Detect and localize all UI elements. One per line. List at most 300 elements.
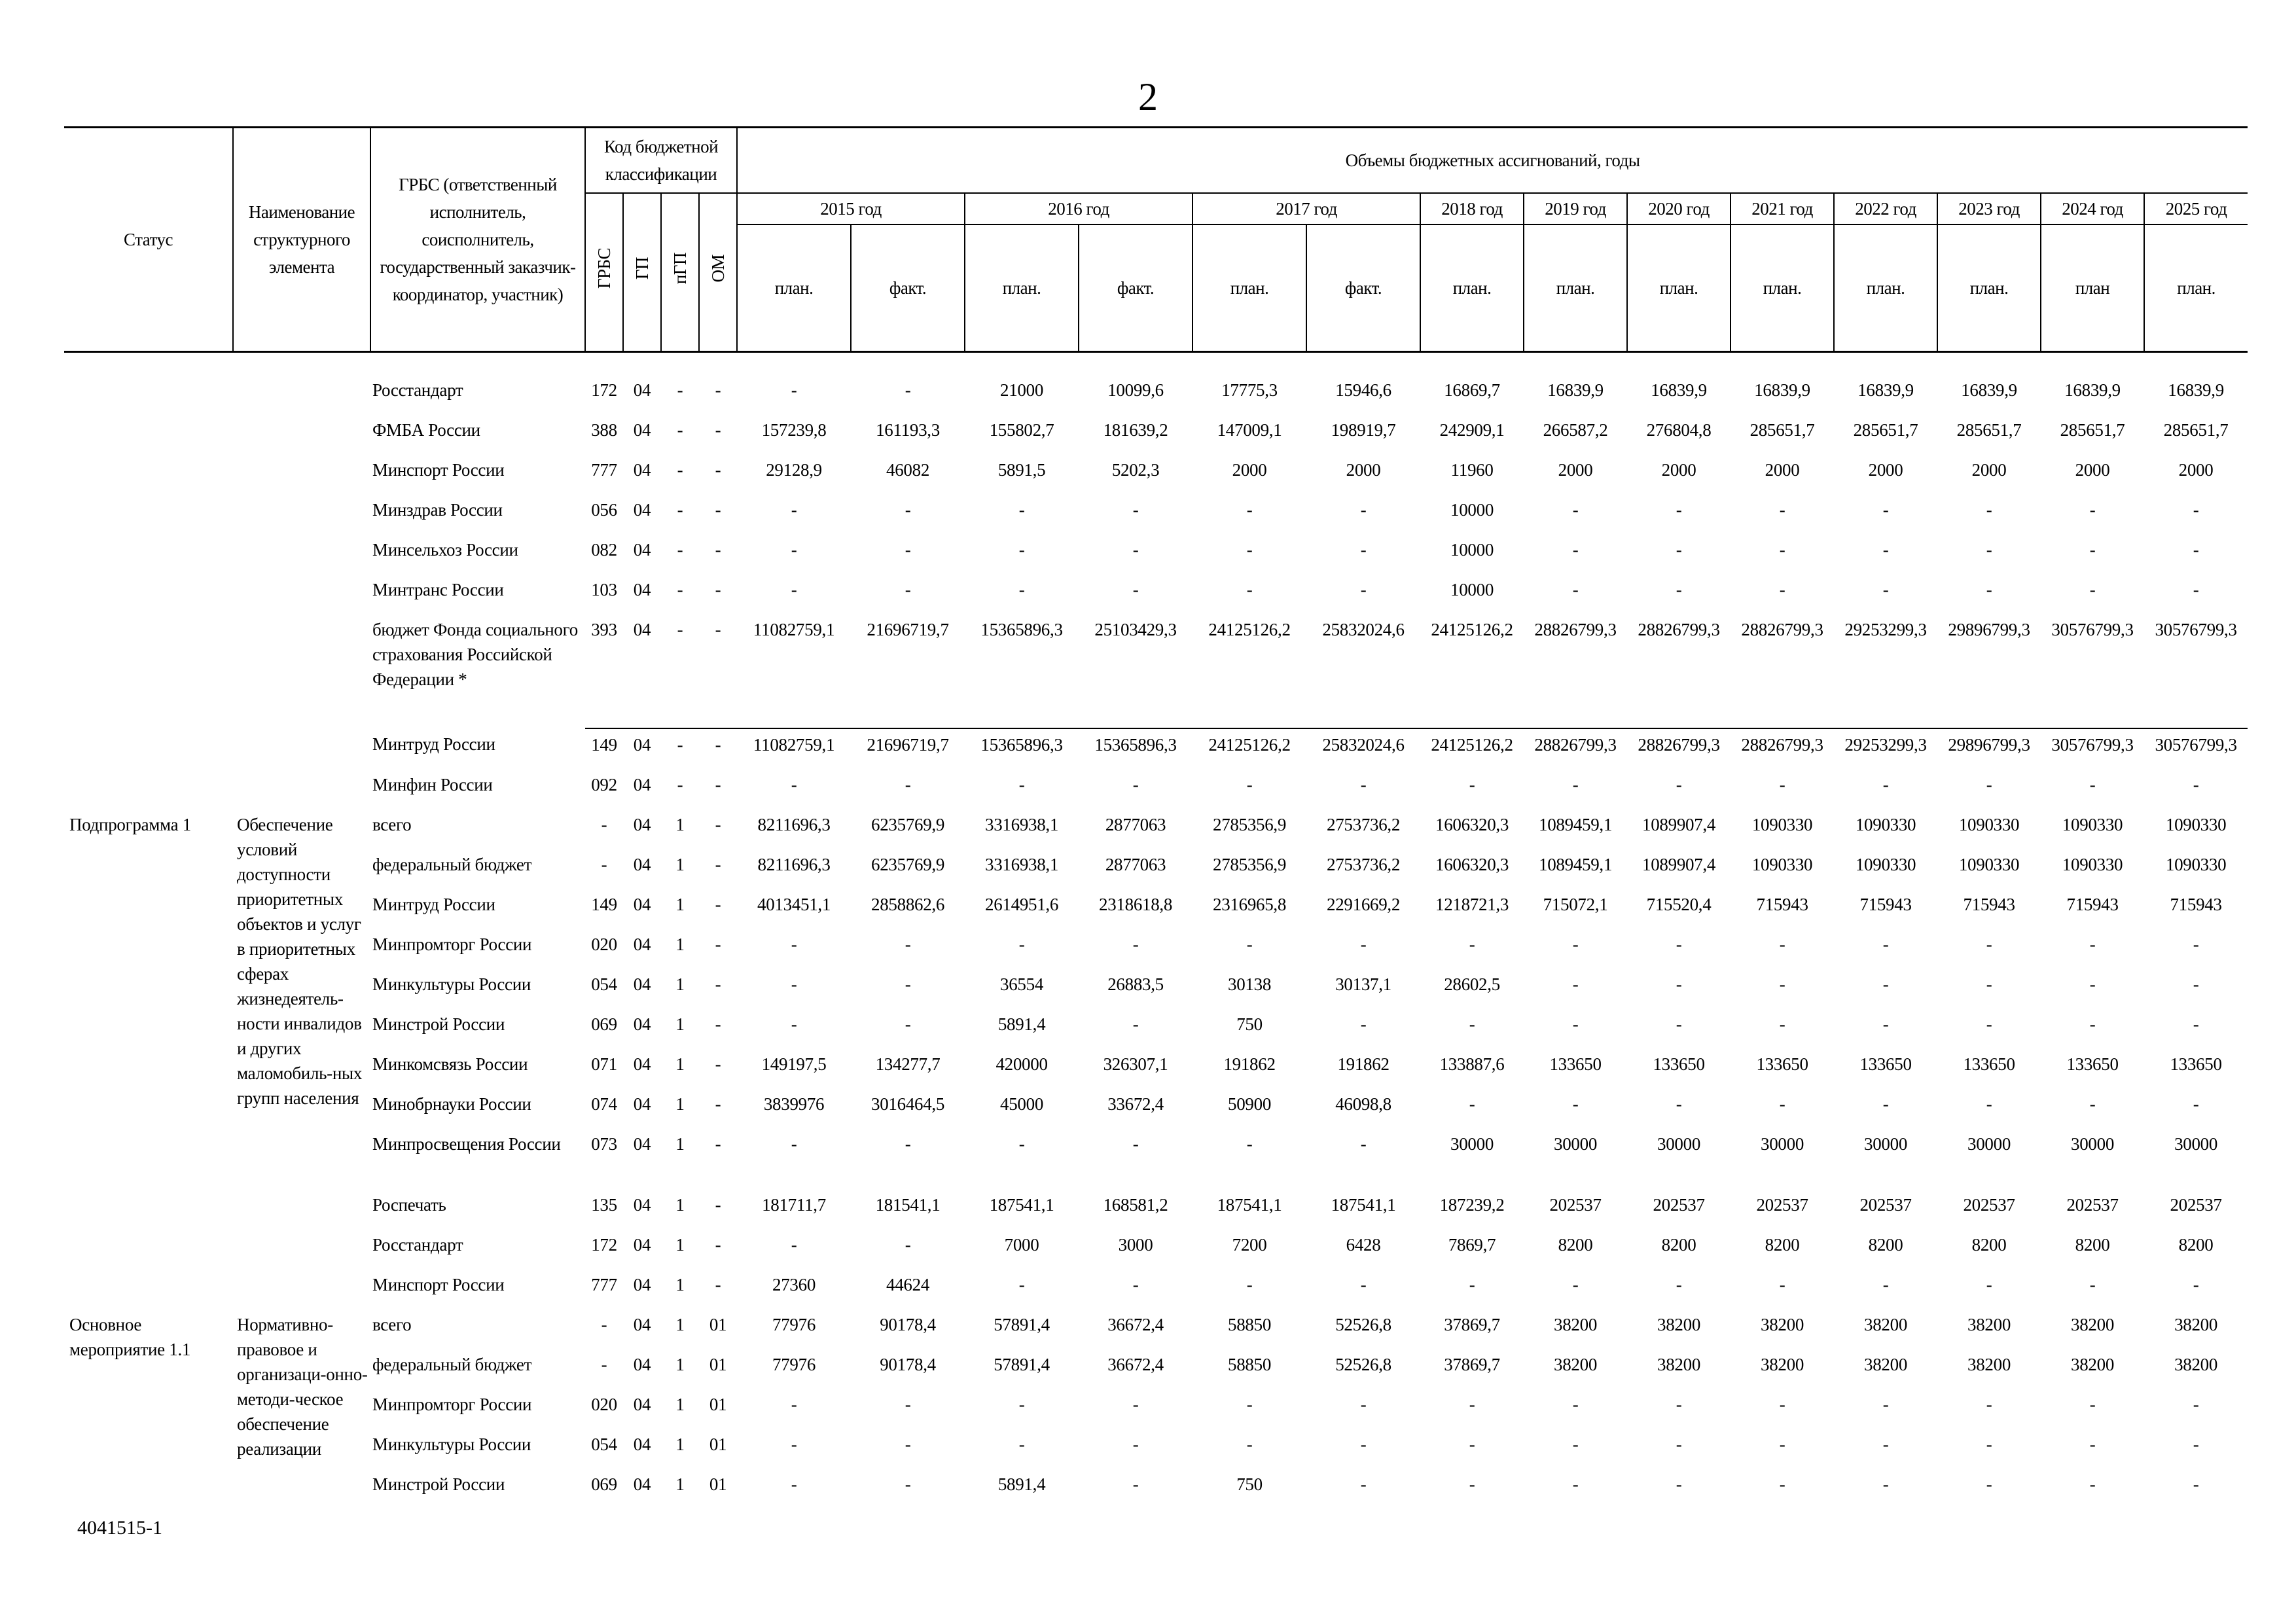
value-cell: - bbox=[1779, 775, 1785, 794]
code-om: - bbox=[715, 1014, 721, 1034]
value-cell: - bbox=[2193, 1014, 2199, 1034]
value-cell: 3316938,1 bbox=[985, 815, 1059, 834]
value-cell: 30000 bbox=[1657, 1134, 1701, 1154]
value-cell: - bbox=[2089, 974, 2096, 994]
code-gp: 04 bbox=[633, 500, 651, 520]
value-cell: - bbox=[1986, 1014, 1992, 1034]
value-cell: 2753736,2 bbox=[1327, 855, 1401, 874]
value-cell: 38200 bbox=[1761, 1355, 1804, 1374]
value-cell: 6428 bbox=[1346, 1235, 1381, 1255]
value-cell: 30576799,3 bbox=[2041, 614, 2144, 728]
value-cell: 38200 bbox=[1657, 1315, 1701, 1334]
table-row bbox=[64, 1469, 2248, 1508]
table-row bbox=[64, 1429, 2248, 1469]
grbs-name: Росстандарт bbox=[372, 1235, 463, 1255]
value-cell: 38200 bbox=[1657, 1355, 1701, 1374]
value-cell: 16839,9 bbox=[2168, 380, 2224, 400]
value-cell: - bbox=[2193, 974, 2199, 994]
code-grbs: - bbox=[601, 1315, 607, 1334]
code-grbs: - bbox=[601, 1355, 607, 1374]
value-cell: - bbox=[1132, 1395, 1139, 1414]
value-cell: 1606320,3 bbox=[1435, 855, 1509, 874]
table-row bbox=[64, 614, 2248, 728]
grbs-name: Минтруд России bbox=[372, 895, 495, 914]
header-plan: план. bbox=[1834, 224, 1937, 352]
code-grbs: 777 bbox=[591, 460, 617, 480]
header-plan: план. bbox=[737, 224, 851, 352]
value-cell: - bbox=[1779, 1474, 1785, 1494]
value-cell: - bbox=[1572, 974, 1579, 994]
grbs-name: бюджет Фонда социального страхования Российской Федерации * bbox=[372, 620, 578, 689]
value-cell: 38200 bbox=[1967, 1315, 2011, 1334]
code-om: - bbox=[699, 614, 737, 728]
value-cell: 2877063 bbox=[1105, 855, 1166, 874]
value-cell: - bbox=[1572, 1474, 1579, 1494]
value-cell: 45000 bbox=[1000, 1094, 1044, 1114]
code-om: - bbox=[715, 1054, 721, 1074]
value-cell: 7200 bbox=[1232, 1235, 1267, 1255]
value-cell: 16839,9 bbox=[1651, 380, 1707, 400]
value-cell: 37869,7 bbox=[1444, 1355, 1500, 1374]
value-cell: - bbox=[1018, 580, 1025, 599]
value-cell: 133650 bbox=[1549, 1054, 1602, 1074]
value-cell: - bbox=[1676, 1474, 1682, 1494]
status-cell: Основное мероприятие 1.1 bbox=[69, 1315, 191, 1359]
value-cell: 2000 bbox=[1346, 460, 1381, 480]
table-row bbox=[64, 352, 2248, 415]
code-om: - bbox=[715, 815, 721, 834]
value-cell: 1606320,3 bbox=[1435, 815, 1509, 834]
value-cell: - bbox=[791, 580, 797, 599]
value-cell: 1090330 bbox=[1751, 815, 1813, 834]
value-cell: - bbox=[1360, 500, 1367, 520]
code-grbs: 082 bbox=[591, 540, 617, 560]
header-plan: план. bbox=[2144, 224, 2248, 352]
value-cell: 16869,7 bbox=[1444, 380, 1500, 400]
value-cell: - bbox=[1360, 1014, 1367, 1034]
value-cell: 202537 bbox=[2170, 1195, 2222, 1215]
value-cell: - bbox=[1360, 580, 1367, 599]
value-cell: 1090330 bbox=[2165, 815, 2227, 834]
code-gp: 04 bbox=[633, 735, 651, 755]
value-cell: - bbox=[1779, 540, 1785, 560]
value-cell: - bbox=[1986, 500, 1992, 520]
value-cell: 7000 bbox=[1004, 1235, 1039, 1255]
code-grbs: 777 bbox=[591, 1275, 617, 1294]
code-grbs: 172 bbox=[591, 1235, 617, 1255]
value-cell: 715520,4 bbox=[1646, 895, 1712, 914]
value-cell: - bbox=[1779, 1395, 1785, 1414]
value-cell: - bbox=[2089, 540, 2096, 560]
value-cell: 2785356,9 bbox=[1213, 815, 1287, 834]
value-cell: - bbox=[2089, 1094, 2096, 1114]
value-cell: - bbox=[1676, 1395, 1682, 1414]
table-row bbox=[64, 414, 2248, 454]
value-cell: 52526,8 bbox=[1335, 1315, 1391, 1334]
value-cell: 57891,4 bbox=[994, 1315, 1050, 1334]
value-cell: 133887,6 bbox=[1439, 1054, 1505, 1074]
value-cell: 44624 bbox=[886, 1275, 930, 1294]
value-cell: - bbox=[1132, 540, 1139, 560]
code-om: - bbox=[715, 775, 721, 794]
value-cell: 1218721,3 bbox=[1435, 895, 1509, 914]
code-pgp: - bbox=[677, 500, 683, 520]
code-grbs: - bbox=[601, 815, 607, 834]
value-cell: - bbox=[1572, 1014, 1579, 1034]
code-pgp: 1 bbox=[675, 855, 685, 874]
value-cell: - bbox=[905, 974, 911, 994]
value-cell: - bbox=[1469, 1395, 1475, 1414]
header-year: 2022 год bbox=[1834, 193, 1937, 224]
value-cell: 38200 bbox=[1967, 1355, 2011, 1374]
header-plan: план. bbox=[1937, 224, 2041, 352]
code-om: 01 bbox=[709, 1395, 727, 1414]
value-cell: 30576799,3 bbox=[2155, 735, 2237, 755]
header-plan: план bbox=[2041, 224, 2144, 352]
value-cell: - bbox=[1779, 935, 1785, 954]
value-cell: - bbox=[1676, 580, 1682, 599]
code-om: - bbox=[715, 935, 721, 954]
value-cell: - bbox=[1882, 500, 1889, 520]
code-gp: 04 bbox=[633, 1054, 651, 1074]
grbs-name: Минкультуры России bbox=[372, 974, 531, 994]
value-cell: - bbox=[1360, 1134, 1367, 1154]
value-cell: - bbox=[1779, 580, 1785, 599]
code-gp: 04 bbox=[633, 1474, 651, 1494]
value-cell: 38200 bbox=[2071, 1355, 2115, 1374]
value-cell: - bbox=[791, 1014, 797, 1034]
value-cell: 28826799,3 bbox=[1534, 735, 1617, 755]
value-cell: 187239,2 bbox=[1439, 1195, 1505, 1215]
value-cell: 276804,8 bbox=[1646, 420, 1712, 440]
code-pgp: 1 bbox=[675, 895, 685, 914]
value-cell: 46098,8 bbox=[1335, 1094, 1391, 1114]
value-cell: 30138 bbox=[1228, 974, 1272, 994]
value-cell: 28826799,3 bbox=[1731, 614, 1834, 728]
value-cell: 15946,6 bbox=[1335, 380, 1391, 400]
header-code-gp: ГП bbox=[623, 193, 661, 352]
value-cell: 5202,3 bbox=[1111, 460, 1160, 480]
value-cell: 29253299,3 bbox=[1844, 735, 1927, 755]
value-cell: 133650 bbox=[2170, 1054, 2222, 1074]
value-cell: - bbox=[905, 580, 911, 599]
value-cell: 10099,6 bbox=[1107, 380, 1164, 400]
table-header bbox=[64, 128, 2248, 352]
value-cell: - bbox=[1360, 935, 1367, 954]
code-pgp: - bbox=[661, 614, 699, 728]
value-cell: 38200 bbox=[2174, 1355, 2218, 1374]
value-cell: - bbox=[791, 1134, 797, 1154]
value-cell: - bbox=[905, 1134, 911, 1154]
value-cell: 2785356,9 bbox=[1213, 855, 1287, 874]
value-cell: - bbox=[1986, 1275, 1992, 1294]
value-cell: 149197,5 bbox=[761, 1054, 827, 1074]
value-cell: 30576799,3 bbox=[2051, 735, 2134, 755]
value-cell: 25832024,6 bbox=[1306, 614, 1420, 728]
value-cell: 16839,9 bbox=[1754, 380, 1810, 400]
value-cell: 1090330 bbox=[2165, 855, 2227, 874]
value-cell: 90178,4 bbox=[880, 1315, 936, 1334]
table-row bbox=[64, 889, 2248, 929]
code-grbs: 020 bbox=[591, 1395, 617, 1414]
code-pgp: - bbox=[677, 420, 683, 440]
code-gp: 04 bbox=[633, 540, 651, 560]
value-cell: - bbox=[1676, 1014, 1682, 1034]
value-cell: - bbox=[1246, 775, 1253, 794]
code-grbs: 103 bbox=[591, 580, 617, 599]
value-cell: 2858862,6 bbox=[871, 895, 945, 914]
value-cell: - bbox=[1676, 500, 1682, 520]
code-grbs: 069 bbox=[591, 1474, 617, 1494]
value-cell: 133650 bbox=[2066, 1054, 2119, 1074]
value-cell: 25103429,3 bbox=[1079, 614, 1193, 728]
header-year: 2016 год bbox=[965, 193, 1193, 224]
code-gp: 04 bbox=[633, 460, 651, 480]
value-cell: - bbox=[1676, 1275, 1682, 1294]
document-code: 4041515-1 bbox=[77, 1517, 162, 1539]
value-cell: 38200 bbox=[1761, 1315, 1804, 1334]
value-cell: 16839,9 bbox=[1857, 380, 1914, 400]
value-cell: - bbox=[905, 500, 911, 520]
value-cell: - bbox=[1572, 935, 1579, 954]
header-year: 2021 год bbox=[1731, 193, 1834, 224]
value-cell: - bbox=[2089, 1395, 2096, 1414]
value-cell: 285651,7 bbox=[1749, 420, 1815, 440]
value-cell: - bbox=[1882, 775, 1889, 794]
header-budget-code: Код бюджетной классификации bbox=[585, 128, 737, 193]
value-cell: - bbox=[1882, 1014, 1889, 1034]
header-fact: факт. bbox=[1079, 224, 1193, 352]
code-grbs: 393 bbox=[585, 614, 623, 728]
value-cell: - bbox=[1986, 1094, 1992, 1114]
code-pgp: 1 bbox=[675, 1435, 685, 1454]
value-cell: - bbox=[1469, 775, 1475, 794]
code-pgp: - bbox=[677, 735, 683, 755]
value-cell: 50900 bbox=[1228, 1094, 1272, 1114]
value-cell: - bbox=[791, 935, 797, 954]
value-cell: - bbox=[1360, 1435, 1367, 1454]
header-code-pgp: пГП bbox=[661, 193, 699, 352]
value-cell: - bbox=[1882, 974, 1889, 994]
table-row bbox=[64, 929, 2248, 969]
value-cell: 5891,4 bbox=[997, 1474, 1046, 1494]
code-pgp: 1 bbox=[675, 1395, 685, 1414]
value-cell: 2000 bbox=[1661, 460, 1696, 480]
value-cell: 90178,4 bbox=[880, 1355, 936, 1374]
value-cell: 1089459,1 bbox=[1539, 815, 1613, 834]
table-row bbox=[64, 1189, 2248, 1229]
code-gp: 04 bbox=[633, 1355, 651, 1374]
value-cell: 29128,9 bbox=[766, 460, 822, 480]
header-year: 2019 год bbox=[1524, 193, 1627, 224]
grbs-name: Роспечать bbox=[372, 1195, 446, 1215]
code-gp: 04 bbox=[633, 775, 651, 794]
code-om: - bbox=[715, 855, 721, 874]
value-cell: - bbox=[1882, 1474, 1889, 1494]
value-cell: 8211696,3 bbox=[757, 855, 831, 874]
header-year: 2023 год bbox=[1937, 193, 2041, 224]
value-cell: - bbox=[1469, 1474, 1475, 1494]
value-cell: 58850 bbox=[1228, 1355, 1272, 1374]
code-pgp: 1 bbox=[675, 935, 685, 954]
value-cell: 2316965,8 bbox=[1213, 895, 1287, 914]
value-cell: - bbox=[2089, 1275, 2096, 1294]
structural-element-name bbox=[233, 352, 370, 810]
value-cell: 191862 bbox=[1337, 1054, 1390, 1074]
value-cell: - bbox=[2193, 775, 2199, 794]
code-pgp: - bbox=[677, 380, 683, 400]
header-fact: факт. bbox=[851, 224, 965, 352]
code-grbs: 135 bbox=[591, 1195, 617, 1215]
grbs-name: федеральный бюджет bbox=[372, 855, 532, 874]
value-cell: 6235769,9 bbox=[871, 855, 945, 874]
value-cell: - bbox=[1018, 935, 1025, 954]
value-cell: 15365896,3 bbox=[1094, 735, 1177, 755]
table-row bbox=[64, 534, 2248, 574]
code-om: - bbox=[715, 895, 721, 914]
grbs-name: Минпромторг России bbox=[372, 1395, 532, 1414]
value-cell: - bbox=[905, 540, 911, 560]
value-cell: 36672,4 bbox=[1107, 1315, 1164, 1334]
value-cell: 30576799,3 bbox=[2144, 614, 2248, 728]
value-cell: 285651,7 bbox=[1853, 420, 1918, 440]
value-cell: 715072,1 bbox=[1543, 895, 1608, 914]
value-cell: 38200 bbox=[1864, 1355, 1908, 1374]
value-cell: - bbox=[1779, 1014, 1785, 1034]
value-cell: 1089459,1 bbox=[1539, 855, 1613, 874]
code-om: - bbox=[715, 540, 721, 560]
value-cell: - bbox=[1882, 1094, 1889, 1114]
code-pgp: 1 bbox=[675, 815, 685, 834]
grbs-name: Минпромторг России bbox=[372, 935, 532, 954]
value-cell: 38200 bbox=[1554, 1355, 1598, 1374]
grbs-name: Минтранс России bbox=[372, 580, 504, 599]
code-om: 01 bbox=[709, 1355, 727, 1374]
value-cell: 25832024,6 bbox=[1322, 735, 1405, 755]
table-row bbox=[64, 1269, 2248, 1309]
code-grbs: 020 bbox=[591, 935, 617, 954]
page-number: 2 bbox=[1138, 75, 1158, 118]
grbs-name: Минздрав России bbox=[372, 500, 503, 520]
value-cell: 29896799,3 bbox=[1937, 614, 2041, 728]
value-cell: - bbox=[1882, 540, 1889, 560]
table-row bbox=[64, 1229, 2248, 1269]
code-gp: 04 bbox=[633, 1395, 651, 1414]
value-cell: 2291669,2 bbox=[1327, 895, 1401, 914]
value-cell: - bbox=[1246, 1395, 1253, 1414]
value-cell: - bbox=[1572, 1395, 1579, 1414]
value-cell: - bbox=[2193, 540, 2199, 560]
value-cell: 46082 bbox=[886, 460, 930, 480]
grbs-name: Минобрнауки России bbox=[372, 1094, 531, 1114]
value-cell: 187541,1 bbox=[1331, 1195, 1396, 1215]
budget-allocation-table bbox=[64, 126, 2248, 1508]
value-cell: - bbox=[1132, 500, 1139, 520]
code-gp: 04 bbox=[633, 1134, 651, 1154]
value-cell: 21696719,7 bbox=[851, 614, 965, 728]
value-cell: 28826799,3 bbox=[1638, 735, 1720, 755]
table-row bbox=[64, 849, 2248, 889]
value-cell: 15365896,3 bbox=[965, 614, 1079, 728]
header-year: 2017 год bbox=[1193, 193, 1420, 224]
value-cell: - bbox=[2193, 1435, 2199, 1454]
value-cell: 16839,9 bbox=[2064, 380, 2121, 400]
value-cell: 133650 bbox=[1653, 1054, 1705, 1074]
value-cell: - bbox=[791, 540, 797, 560]
header-volumes: Объемы бюджетных ассигнований, годы bbox=[737, 128, 2248, 193]
value-cell: 181639,2 bbox=[1103, 420, 1168, 440]
value-cell: 133650 bbox=[1756, 1054, 1808, 1074]
value-cell: 2614951,6 bbox=[985, 895, 1059, 914]
value-cell: - bbox=[1779, 1275, 1785, 1294]
value-cell: - bbox=[905, 1435, 911, 1454]
grbs-name: Минспорт России bbox=[372, 460, 505, 480]
value-cell: 8200 bbox=[1971, 1235, 2007, 1255]
grbs-name: Минпросвещения России bbox=[372, 1134, 561, 1154]
value-cell: - bbox=[1360, 1395, 1367, 1414]
code-gp: 04 bbox=[633, 1195, 651, 1215]
value-cell: 242909,1 bbox=[1439, 420, 1505, 440]
value-cell: 36554 bbox=[1000, 974, 1044, 994]
value-cell: 10000 bbox=[1450, 500, 1494, 520]
value-cell: 5891,4 bbox=[997, 1014, 1046, 1034]
value-cell: 3839976 bbox=[763, 1094, 825, 1114]
code-grbs: 149 bbox=[591, 735, 617, 755]
code-gp: 04 bbox=[633, 1435, 651, 1454]
value-cell: 2318618,8 bbox=[1099, 895, 1173, 914]
table-row bbox=[64, 1048, 2248, 1088]
value-cell: 1090330 bbox=[2062, 855, 2123, 874]
code-grbs: 092 bbox=[591, 775, 617, 794]
header-status: Статус bbox=[64, 128, 233, 352]
header-year: 2020 год bbox=[1627, 193, 1731, 224]
code-grbs: 054 bbox=[591, 1435, 617, 1454]
code-grbs: - bbox=[601, 855, 607, 874]
grbs-name: Минфин России bbox=[372, 775, 493, 794]
code-gp: 04 bbox=[633, 974, 651, 994]
value-cell: 6235769,9 bbox=[871, 815, 945, 834]
value-cell: - bbox=[1469, 1014, 1475, 1034]
value-cell: - bbox=[2089, 1435, 2096, 1454]
code-pgp: - bbox=[677, 580, 683, 599]
code-om: 01 bbox=[709, 1474, 727, 1494]
value-cell: 1089907,4 bbox=[1642, 855, 1716, 874]
value-cell: 10000 bbox=[1450, 540, 1494, 560]
value-cell: 8200 bbox=[2178, 1235, 2214, 1255]
value-cell: 58850 bbox=[1228, 1315, 1272, 1334]
value-cell: - bbox=[1360, 1275, 1367, 1294]
value-cell: 11082759,1 bbox=[737, 614, 851, 728]
code-pgp: 1 bbox=[675, 974, 685, 994]
code-om: - bbox=[715, 974, 721, 994]
code-gp: 04 bbox=[633, 420, 651, 440]
value-cell: - bbox=[1018, 500, 1025, 520]
code-pgp: 1 bbox=[675, 1094, 685, 1114]
value-cell: - bbox=[1360, 775, 1367, 794]
value-cell: 29253299,3 bbox=[1834, 614, 1937, 728]
value-cell: - bbox=[2193, 580, 2199, 599]
value-cell: - bbox=[2089, 1474, 2096, 1494]
value-cell: 2000 bbox=[1765, 460, 1800, 480]
code-pgp: 1 bbox=[675, 1474, 685, 1494]
code-pgp: 1 bbox=[675, 1355, 685, 1374]
value-cell: - bbox=[791, 1395, 797, 1414]
value-cell: - bbox=[791, 974, 797, 994]
value-cell: - bbox=[2089, 775, 2096, 794]
value-cell: 202537 bbox=[2066, 1195, 2119, 1215]
value-cell: - bbox=[2193, 1275, 2199, 1294]
header-plan: план. bbox=[1731, 224, 1834, 352]
